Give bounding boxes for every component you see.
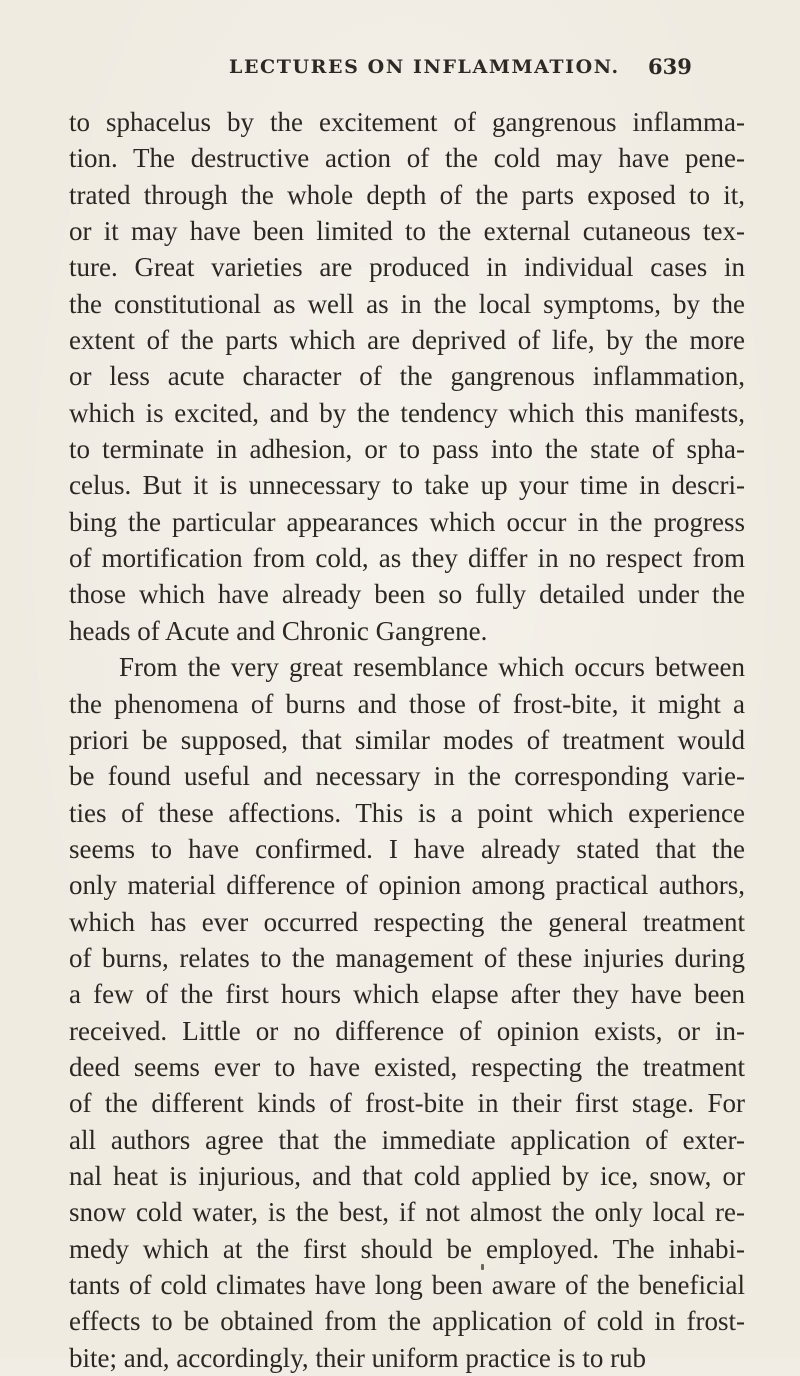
text-line: or it may have been limited to the external cutaneous tex-	[69, 216, 745, 247]
text-line: to terminate in adhesion, or to pass into the state of spha-	[69, 434, 745, 465]
text-line: tants of cold climates have long been aware of the beneficial	[69, 1270, 745, 1300]
text-line: those which have already been so fully detailed under the	[69, 579, 745, 610]
text-line: From the very great resemblance which occurs between	[119, 652, 745, 683]
text-line: be found useful and necessary in the corresponding varie-	[69, 761, 745, 792]
text-line: of mortification from cold, as they differ in no respect from	[69, 543, 745, 574]
text-line: or less acute character of the gangrenous inflammation,	[69, 361, 745, 392]
body-text	[69, 104, 745, 1376]
page-number: 639	[648, 54, 692, 79]
text-line: received. Little or no difference of opinion exists, or in-	[69, 1015, 745, 1046]
text-line: priori be supposed, that similar modes of treatment would	[69, 724, 745, 755]
text-line: celus. But it is unnecessary to take up your time in descri-	[69, 470, 745, 501]
text-line: trated through the whole depth of the parts exposed to it,	[69, 179, 745, 210]
running-head	[0, 56, 800, 86]
text-line: deed seems ever to have existed, respecting the treatment	[69, 1051, 745, 1082]
paragraph	[69, 104, 745, 649]
paragraph	[69, 649, 745, 1376]
text-line: a few of the first hours which elapse after they have been	[69, 979, 745, 1010]
text-line: all authors agree that the immediate application of exter-	[69, 1124, 745, 1155]
text-line: bite; and, accordingly, their uniform practice is to rub	[69, 1342, 647, 1373]
text-line: only material difference of opinion among practical authors,	[69, 870, 745, 901]
text-line: which has ever occurred respecting the general treatment	[69, 906, 745, 937]
ink-speck	[481, 1264, 484, 1270]
text-line: to sphacelus by the excitement of gangrenous inflamma-	[69, 107, 745, 137]
text-line: nal heat is injurious, and that cold applied by ice, snow, or	[69, 1160, 745, 1191]
running-title: LECTURES ON INFLAMMATION.	[229, 56, 620, 78]
text-line: tion. The destructive action of the cold may have pene-	[69, 143, 745, 174]
text-line: medy which at the first should be employed. The inhabi-	[69, 1233, 745, 1264]
text-line: ties of these affections. This is a point which experience	[69, 797, 745, 828]
text-line: heads of Acute and Chronic Gangrene.	[69, 615, 488, 646]
text-line: effects to be obtained from the application of cold in frost-	[69, 1306, 745, 1337]
text-line: the constitutional as well as in the local symptoms, by the	[69, 288, 745, 319]
text-line: of the different kinds of frost-bite in their first stage. For	[69, 1088, 745, 1119]
text-line: ture. Great varieties are produced in individual cases in	[69, 252, 745, 283]
text-line: of burns, relates to the management of these injuries during	[69, 942, 745, 973]
text-line: the phenomena of burns and those of frost-bite, it might a	[69, 688, 745, 719]
text-line: extent of the parts which are deprived of life, by the more	[69, 325, 745, 356]
text-line: snow cold water, is the best, if not almost the only local re-	[69, 1197, 745, 1228]
text-line: which is excited, and by the tendency which this manifests,	[69, 397, 745, 428]
text-line: bing the particular appearances which occur in the progress	[69, 506, 745, 537]
text-line: seems to have confirmed. I have already stated that the	[69, 833, 745, 864]
